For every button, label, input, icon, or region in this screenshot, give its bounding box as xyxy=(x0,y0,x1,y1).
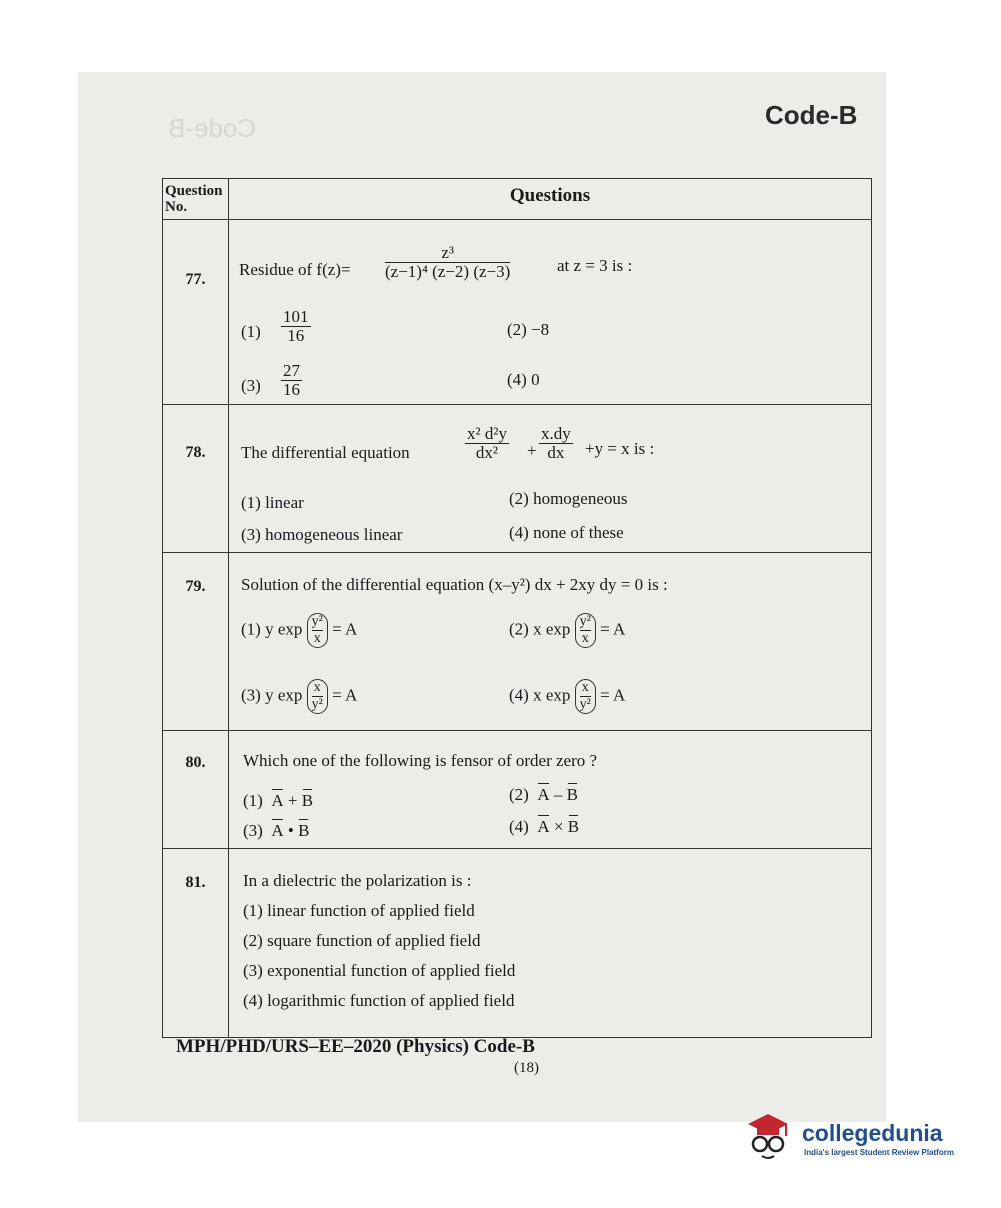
question-row-80 xyxy=(163,731,872,849)
question-lead: The differential equation xyxy=(241,443,410,462)
fraction-numerator: x xyxy=(580,680,591,697)
option-label: (1) xyxy=(243,791,263,810)
option-2 xyxy=(509,613,625,648)
question-row-79 xyxy=(163,553,872,731)
option-4: (4) none of these xyxy=(509,523,624,542)
fraction-denominator: dx xyxy=(547,443,565,462)
option-1: (1) linear function of applied field xyxy=(243,901,475,920)
residue-fraction xyxy=(385,244,510,281)
term-1-fraction xyxy=(465,425,509,462)
questions-table xyxy=(162,178,872,1038)
fraction-denominator: 16 xyxy=(283,380,300,399)
fraction-denominator: y² xyxy=(311,697,323,712)
operator: – xyxy=(553,785,563,804)
question-number-text: 81. xyxy=(185,874,206,891)
option-1-label: (1) xyxy=(241,322,261,341)
option-2 xyxy=(509,785,578,805)
question-lead: Residue of f(z)= xyxy=(239,260,351,279)
option-2: (2) homogeneous xyxy=(509,489,628,508)
fraction-denominator: y² xyxy=(579,697,591,712)
question-body xyxy=(229,220,872,405)
question-number-text: 77. xyxy=(185,271,206,288)
option-1 xyxy=(243,791,313,811)
fraction-denominator: dx² xyxy=(475,443,499,462)
vector-b: B xyxy=(301,791,314,810)
collegedunia-logo xyxy=(742,1106,968,1166)
option-4: (4) logarithmic function of applied field xyxy=(243,991,515,1010)
vector-a: A xyxy=(537,785,550,804)
question-stem: In a dielectric the polarization is : xyxy=(243,871,472,890)
question-number xyxy=(163,731,229,849)
question-row-77 xyxy=(163,220,872,405)
column-header-no: Question No. xyxy=(163,179,229,220)
option-2: (2) −8 xyxy=(507,320,550,339)
vector-a: A xyxy=(537,817,550,836)
question-number-text: 79. xyxy=(185,578,206,595)
question-stem: Solution of the differential equation (x–y²) dx + 2xy dy = 0 is : xyxy=(241,575,668,594)
fraction-numerator: x xyxy=(312,680,323,697)
fraction-denominator: x xyxy=(581,631,589,646)
vector-b: B xyxy=(566,785,578,804)
bleed-through-code: Code-B xyxy=(168,113,257,143)
footer-title: MPH/PHD/URS–EE–2020 (Physics) Code-B xyxy=(176,1036,535,1057)
operator: + xyxy=(287,791,298,810)
question-tail: +y = x is : xyxy=(585,439,655,458)
option-3-fraction xyxy=(281,362,302,399)
graduate-cap-icon xyxy=(742,1110,794,1162)
equals-a: = A xyxy=(332,619,358,639)
logo-tagline: India's largest Student Review Platform xyxy=(804,1148,954,1157)
equals-a: = A xyxy=(332,685,358,705)
question-row-78 xyxy=(163,405,872,553)
option-3 xyxy=(241,679,357,714)
option-1 xyxy=(241,613,357,648)
operator: • xyxy=(287,821,294,840)
page-number: (18) xyxy=(514,1060,539,1076)
fraction-denominator: 16 xyxy=(287,326,305,345)
question-stem: Which one of the following is fensor of order zero ? xyxy=(243,751,598,770)
question-number xyxy=(163,849,229,1038)
question-body xyxy=(229,553,872,731)
option-text: (4) x exp xyxy=(509,685,571,705)
question-body xyxy=(229,731,872,849)
fraction-numerator: 101 xyxy=(283,307,309,326)
logo-wordmark: collegedunia xyxy=(802,1120,943,1146)
question-body xyxy=(229,849,872,1038)
table-header-row xyxy=(163,179,872,220)
question-number xyxy=(163,220,229,405)
fraction-numerator: z³ xyxy=(385,244,510,263)
fraction-numerator: y² xyxy=(579,614,591,629)
option-3 xyxy=(243,821,309,841)
vector-b: B xyxy=(298,821,310,840)
option-label: (3) xyxy=(243,821,263,840)
fraction-numerator: 27 xyxy=(283,361,300,380)
plus-sign: + xyxy=(527,441,537,460)
question-number-text: 80. xyxy=(185,754,206,771)
vector-a: A xyxy=(271,821,284,840)
option-label: (2) xyxy=(509,785,529,804)
term-2-fraction xyxy=(539,425,573,462)
question-number xyxy=(163,405,229,553)
option-4: (4) 0 xyxy=(507,370,540,389)
fraction-numerator: x² d²y xyxy=(467,424,507,443)
option-text: (1) y exp xyxy=(241,619,303,639)
option-1-fraction xyxy=(281,308,311,345)
option-3: (3) exponential function of applied field xyxy=(243,961,516,980)
equals-a: = A xyxy=(600,619,626,639)
fraction-numerator: y² xyxy=(311,614,323,629)
option-4 xyxy=(509,679,625,714)
option-4 xyxy=(509,817,579,837)
option-1: (1) linear xyxy=(241,493,304,512)
question-row-81 xyxy=(163,849,872,1038)
column-header-questions: Questions xyxy=(229,179,872,220)
fraction-denominator: x xyxy=(313,631,321,646)
question-body xyxy=(229,405,872,553)
equals-a: = A xyxy=(600,685,626,705)
option-text: (3) y exp xyxy=(241,685,303,705)
paper-code: Code-B xyxy=(765,100,858,130)
vector-b: B xyxy=(567,817,580,836)
question-number xyxy=(163,553,229,731)
option-3: (3) homogeneous linear xyxy=(241,525,403,544)
operator: × xyxy=(553,817,564,836)
option-3-label: (3) xyxy=(241,376,261,395)
fraction-numerator: x.dy xyxy=(541,424,571,443)
vector-a: A xyxy=(271,791,284,810)
question-number-text: 78. xyxy=(185,444,206,461)
fraction-denominator: (z−1)⁴ (z−2) (z−3) xyxy=(385,262,511,281)
question-tail: at z = 3 is : xyxy=(557,256,633,275)
option-label: (4) xyxy=(509,817,529,836)
option-text: (2) x exp xyxy=(509,619,571,639)
option-2: (2) square function of applied field xyxy=(243,931,481,950)
